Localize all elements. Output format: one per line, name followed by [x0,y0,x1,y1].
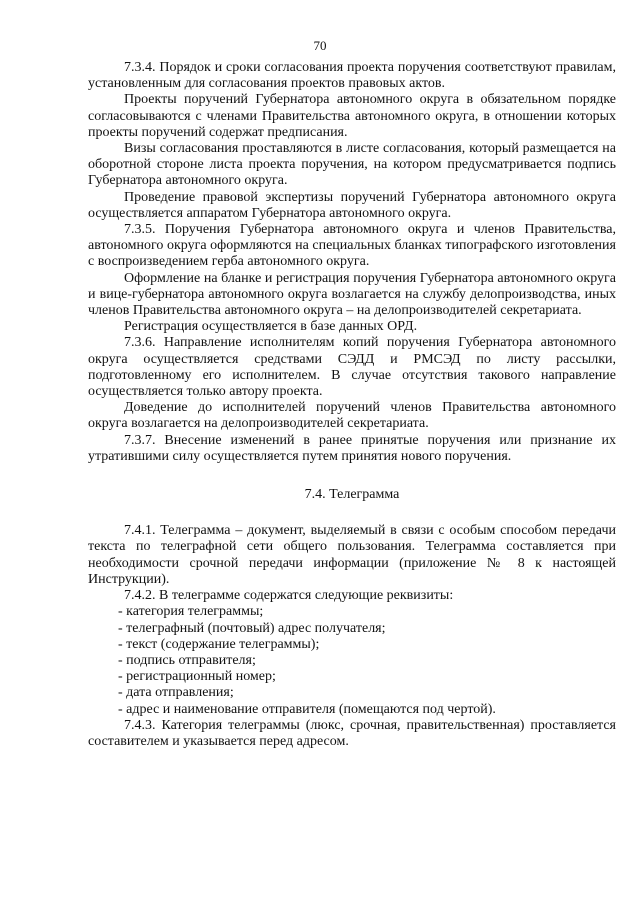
requisites-list [88,604,616,717]
paragraph-7-4-2: 7.4.2. В телеграмме содержатся следующие реквизиты: [124,588,454,604]
paragraph-7-3-7: 7.3.7. Внесение изменений в ранее принятые поручения или признание их утратившими силу осуществляется путем принятия нового поручения. [88,432,616,464]
list-item: - категория телеграммы; [88,604,616,620]
paragraph-7-3-4: 7.3.4. Порядок и сроки согласования проекта поручения соответствуют правилам, установленным для согласования проектов правовых актов. [88,60,616,92]
paragraph-ord-registration: Регистрация осуществляется в базе данных ОРД. [124,319,418,335]
paragraph-blank-registration: Оформление на бланке и регистрация поручения Губернатора автономного округа и вице-губернатора автономного округа возлагается на службу делопроизводства, иных членов Правительства автономного округа – на делопроизводителей секретариата. [88,270,616,319]
list-item: - подпись отправителя; [88,653,616,669]
document-body [88,60,616,750]
list-item: - текст (содержание телеграммы); [88,637,616,653]
paragraph-approval-members: Проекты поручений Губернатора автономного округа в обязательном порядке согласовываются с членами Правительства автономного округа, в отношении которых проекты поручений содержат предписания. [88,92,616,140]
paragraph-7-4-3: 7.4.3. Категория телеграммы (люкс, срочная, правительственная) проставляется составителем и указывается перед адресом. [88,717,616,749]
paragraph-7-3-5: 7.3.5. Поручения Губернатора автономного округа и членов Правительства, автономного округа оформляются на специальных бланках типографского изготовления с воспроизведением герба автономного округа. [88,222,616,270]
list-item: - адрес и наименование отправителя (помещаются под чертой). [88,702,616,718]
section-title: 7.4. Телеграмма [304,487,400,503]
paragraph-visas: Визы согласования проставляются в листе согласования, который размещается на оборотной стороне листа проекта поручения, на котором предусматривается подпись Губернатора автономного округа. [88,141,616,189]
list-item: - регистрационный номер; [88,669,616,685]
paragraph-legal-review: Проведение правовой экспертизы поручений Губернатора автономного округа осуществляется аппаратом Губернатора автономного округа. [88,189,616,221]
paragraph-7-4-1: 7.4.1. Телеграмма – документ, выделяемый в связи с особым способом передачи текста по телеграфной сети общего пользования. Телеграмма составляется при необходимости срочной передачи информации (приложение № 8 к настоящей Инструкции). [88,523,616,587]
page-number: 70 [313,38,327,53]
list-item: - телеграфный (почтовый) адрес получателя; [88,621,616,637]
paragraph-7-3-6: 7.3.6. Направление исполнителям копий поручения Губернатора автономного округа осуществляется средствами СЭДД и РМСЭД по листу рассылки, подготовленному его исполнителем. В случае отсутствия такового направление осуществляется только автору проекта. [88,335,616,400]
list-item: - дата отправления; [88,685,616,701]
paragraph-delivery: Доведение до исполнителей поручений членов Правительства автономного округа возлагается на делопроизводителей секретариата. [88,400,616,432]
